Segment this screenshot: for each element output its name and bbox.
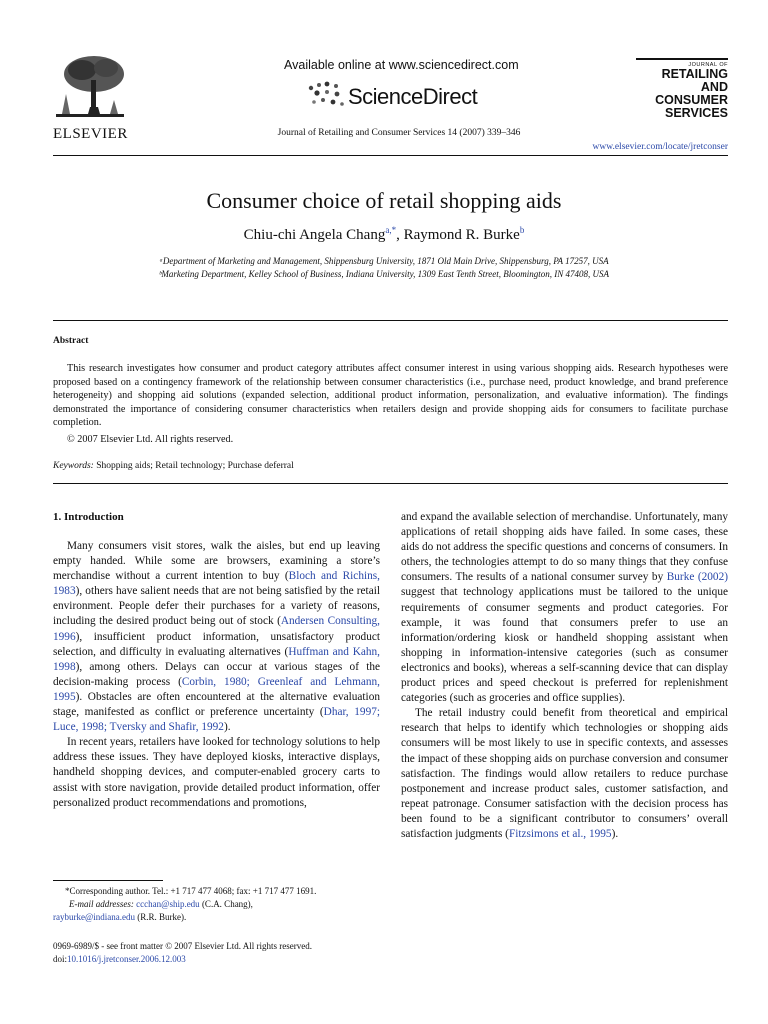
journal-logo-line3: CONSUMER — [655, 93, 728, 107]
citation-link[interactable]: Bloch and Richins, 1983 — [53, 570, 380, 598]
journal-logo-line1: RETAILING — [661, 67, 728, 81]
paragraph-4 — [401, 706, 728, 842]
section-heading: 1. Introduction — [53, 511, 124, 523]
paragraph-text: suggest that technology applications must be tailored to the unique requirements of consumer segments and product categories. For example, it was found that consumers prefer to use an information/ordering kiosk or handheld shopping assistant when shopping in information-intensive categories (such as consumer electronics and books), whereas a self-scanning device that can display product prices and speed checkout is preferred for replenishment categories (such as groceries and office supplies). — [401, 586, 728, 705]
email-link-1[interactable]: ccchan@ship.edu — [136, 899, 200, 909]
doi-link[interactable]: 10.1016/j.jretconser.2006.12.003 — [67, 954, 186, 964]
paragraph-text: Many consumers visit stores, walk the aisles, but end up leaving empty handed. While some are browsers, examining a store’s merchandise without a current intention to buy ( — [53, 540, 380, 583]
email-name-2: (R.R. Burke). — [135, 912, 187, 922]
email-name-1: (C.A. Chang), — [199, 899, 253, 909]
paragraph-text: ). — [223, 721, 231, 734]
email-link-2[interactable]: rayburke@indiana.edu — [53, 912, 136, 922]
affiliation-a: ᵃDepartment of Marketing and Management, Shippensburg University, 1871 Old Main Drive, Shippensburg, PA 17257, USA — [159, 256, 609, 266]
abstract-bottom-divider — [53, 483, 728, 484]
paragraph-text: ). Obstacles are often encountered at the alternative evaluation stage, manifested as conflict or preference uncertainty ( — [53, 690, 380, 719]
article-title: Consumer choice of retail shopping aids — [206, 188, 562, 213]
paragraph-3 — [401, 510, 728, 706]
journal-citation: Journal of Retailing and Consumer Services 14 (2007) 339–346 — [277, 128, 521, 138]
paragraph-text: and expand the available selection of merchandise. Unfortunately, many applications of retail shopping aids have failed. In some cases, these aids do not address the specific questions and concerns of consumers. In others, the technologies attempt to do so many things that they confuse consumers. The results of a national consumer survey by — [401, 511, 728, 584]
citation-link[interactable]: Huffman and Kahn, 1998 — [53, 645, 380, 673]
footnote-divider — [53, 880, 163, 881]
journal-url-link[interactable]: www.elsevier.com/locate/jretconser — [592, 142, 728, 152]
paragraph-text: The retail industry could benefit from theoretical and empirical research that helps to identify which technologies or shopping aids consumers will be most likely to use in specific contexts, and assesses the impact of these shopping aids on purchase conversion and consumer satisfaction. The findings would allow retailers to reduce purchase postponement and increase product sales, customer satisfaction, and repeat patronage. Consumer satisfaction with the decision process has been found to be a significant contributor to consumers’ overall satisfaction judgments ( — [401, 707, 728, 840]
journal-logo-line2: AND — [700, 80, 728, 94]
paragraph-text: ), others have salient needs that are not being satisfied by the retail environment. People defer their purchases for a variety of reasons, including the desired product being out of stock ( — [53, 585, 380, 628]
paragraph-text: ), among others. Delays can occur at various stages of the decision-making process ( — [53, 660, 380, 688]
abstract-copyright: © 2007 Elsevier Ltd. All rights reserved. — [67, 434, 234, 445]
available-online-text: Available online at www.sciencedirect.com — [284, 58, 519, 72]
paragraph-text: ). — [611, 827, 619, 840]
journal-logo-small: JOURNAL OF — [688, 62, 728, 68]
author-separator: , — [396, 227, 404, 243]
email-line-1 — [69, 899, 253, 909]
paragraph-1 — [53, 539, 380, 735]
email-line-2 — [53, 912, 186, 922]
doi-line — [53, 954, 186, 964]
author-1: Chiu-chi Angela Chang — [243, 227, 386, 243]
corresponding-author-note: *Corresponding author. Tel.: +1 717 477 4068; fax: +1 717 477 1691. — [65, 886, 317, 896]
sciencedirect-logo-text: ScienceDirect — [348, 84, 478, 109]
affiliation-b: ᵇMarketing Department, Kelley School of Business, Indiana University, 1309 East Tenth Street, Bloomington, IN 47408, USA — [159, 269, 609, 279]
front-matter-line: 0969-6989/$ - see front matter © 2007 Elsevier Ltd. All rights reserved. — [53, 941, 313, 951]
right-column — [401, 510, 728, 842]
abstract-top-divider — [53, 320, 728, 321]
abstract-body: This research investigates how consumer and product category attributes affect consumer interest in using various shopping aids. Research hypotheses were proposed based on a contingency framework of the relationship between consumer characteristics (i.e., purchase need, product knowledge, and brand preference heterogeneity) and shopping aid solutions (expanded selection, additional product information, personalization, and evaluative information). The findings demonstrated the importance of considering consumer characteristics when retailers design and provide shopping aids for consumers to facilitate purchase completion. — [53, 363, 728, 428]
publisher-name: ELSEVIER — [53, 126, 128, 142]
keywords-label: Keywords: — [53, 461, 94, 471]
author-2: Raymond R. Burke — [403, 227, 520, 243]
citation-link[interactable]: Burke (2002) — [666, 571, 728, 584]
header-divider — [53, 155, 728, 156]
email-label: E-mail addresses: — [69, 899, 134, 909]
authors-line — [0, 225, 768, 244]
abstract-heading: Abstract — [53, 336, 89, 346]
doi-label: doi: — [53, 954, 68, 964]
paragraph-2 — [53, 735, 380, 810]
paragraph-text: In recent years, retailers have looked for technology solutions to help address these issues. They have deployed kiosks, interactive displays, handheld shopping devices, and computer-enabled grocery carts to assist with store navigation, provide detailed product information, offer personalized product recommendations and promotions, — [53, 736, 380, 809]
left-column — [53, 539, 380, 811]
author-1-sup[interactable]: a,* — [385, 225, 397, 235]
keywords-list: Shopping aids; Retail technology; Purchase deferral — [93, 461, 294, 471]
citation-link[interactable]: Fitzsimons et al., 1995 — [508, 827, 612, 840]
elsevier-tree-logo-icon — [52, 52, 128, 122]
citation-link[interactable]: Dhar, 1997; Luce, 1998; Tversky and Shafir, 1992 — [53, 706, 381, 734]
citation-link[interactable]: Corbin, 1980; Greenleaf and Lehmann, 1995 — [53, 675, 380, 703]
citation-link[interactable]: Andersen Consulting, 1996 — [53, 615, 381, 643]
sciencedirect-dots-icon — [303, 80, 347, 110]
paragraph-text: ), insufficient product information, unsatisfactory product selection, and difficulty in evaluating alternatives ( — [53, 630, 380, 658]
journal-logo-box — [636, 58, 728, 120]
keywords-line — [53, 461, 294, 471]
author-2-sup[interactable]: b — [519, 225, 525, 235]
journal-logo-line4: SERVICES — [665, 106, 728, 120]
